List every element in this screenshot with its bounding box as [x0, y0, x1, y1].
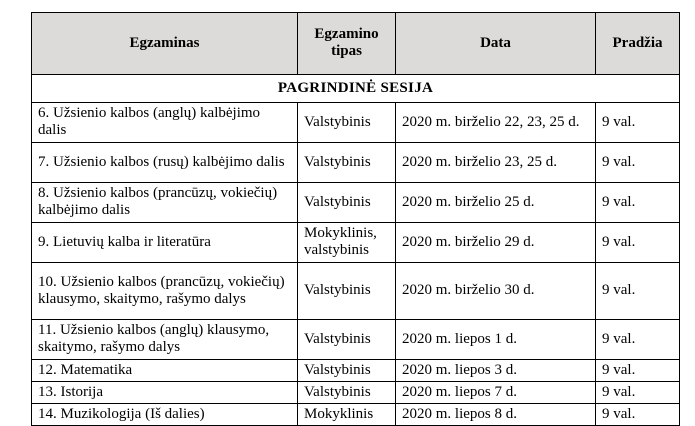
exam-type-cell: Valstybinis: [298, 320, 396, 360]
exam-type-cell: Valstybinis: [298, 360, 396, 382]
table-row: [32, 223, 680, 263]
exam-name-cell: 9. Lietuvių kalba ir literatūra: [32, 223, 298, 263]
exam-date-cell: 2020 m. liepos 1 d.: [396, 320, 596, 360]
exam-name-cell: 13. Istorija: [32, 382, 298, 404]
exam-type-cell: Valstybinis: [298, 183, 396, 223]
table-row: [32, 360, 680, 382]
session-title: PAGRINDINĖ SESIJA: [32, 75, 680, 103]
exam-start-cell: 9 val.: [596, 263, 680, 320]
exam-name-cell: 8. Užsienio kalbos (prancūzų, vokiečių) kalbėjimo dalis: [32, 183, 298, 223]
exam-date-cell: 2020 m. birželio 29 d.: [396, 223, 596, 263]
exam-name-cell: 7. Užsienio kalbos (rusų) kalbėjimo dalis: [32, 143, 298, 183]
exam-start-cell: 9 val.: [596, 382, 680, 404]
exam-date-cell: 2020 m. birželio 25 d.: [396, 183, 596, 223]
exam-date-cell: 2020 m. birželio 30 d.: [396, 263, 596, 320]
exam-date-cell: 2020 m. liepos 3 d.: [396, 360, 596, 382]
exam-start-cell: 9 val.: [596, 183, 680, 223]
header-start: Pradžia: [596, 13, 680, 75]
exam-type-cell: Valstybinis: [298, 103, 396, 143]
table-row: [32, 382, 680, 404]
exam-date-cell: 2020 m. liepos 8 d.: [396, 404, 596, 426]
table-row: [32, 143, 680, 183]
exam-start-cell: 9 val.: [596, 143, 680, 183]
table-row: [32, 183, 680, 223]
exam-date-cell: 2020 m. birželio 22, 23, 25 d.: [396, 103, 596, 143]
exam-type-cell: Valstybinis: [298, 143, 396, 183]
header-row: [32, 13, 680, 75]
exam-schedule-table: [31, 12, 680, 426]
header-exam: Egzaminas: [32, 13, 298, 75]
exam-type-cell: Mokyklinis, valstybinis: [298, 223, 396, 263]
exam-type-cell: Mokyklinis: [298, 404, 396, 426]
exam-start-cell: 9 val.: [596, 103, 680, 143]
exam-name-cell: 14. Muzikologija (Iš dalies): [32, 404, 298, 426]
exam-date-cell: 2020 m. liepos 7 d.: [396, 382, 596, 404]
session-row: [32, 75, 680, 103]
table-row: [32, 263, 680, 320]
exam-start-cell: 9 val.: [596, 223, 680, 263]
table-row: [32, 320, 680, 360]
exam-type-cell: Valstybinis: [298, 382, 396, 404]
table-row: [32, 404, 680, 426]
header-date: Data: [396, 13, 596, 75]
exam-start-cell: 9 val.: [596, 320, 680, 360]
exam-name-cell: 10. Užsienio kalbos (prancūzų, vokiečių) klausymo, skaitymo, rašymo dalys: [32, 263, 298, 320]
exam-start-cell: 9 val.: [596, 360, 680, 382]
exam-type-cell: Valstybinis: [298, 263, 396, 320]
exam-start-cell: 9 val.: [596, 404, 680, 426]
exam-name-cell: 6. Užsienio kalbos (anglų) kalbėjimo dalis: [32, 103, 298, 143]
exam-name-cell: 12. Matematika: [32, 360, 298, 382]
exam-date-cell: 2020 m. birželio 23, 25 d.: [396, 143, 596, 183]
table-row: [32, 103, 680, 143]
exam-name-cell: 11. Užsienio kalbos (anglų) klausymo, skaitymo, rašymo dalys: [32, 320, 298, 360]
header-type: Egzamino tipas: [298, 13, 396, 75]
